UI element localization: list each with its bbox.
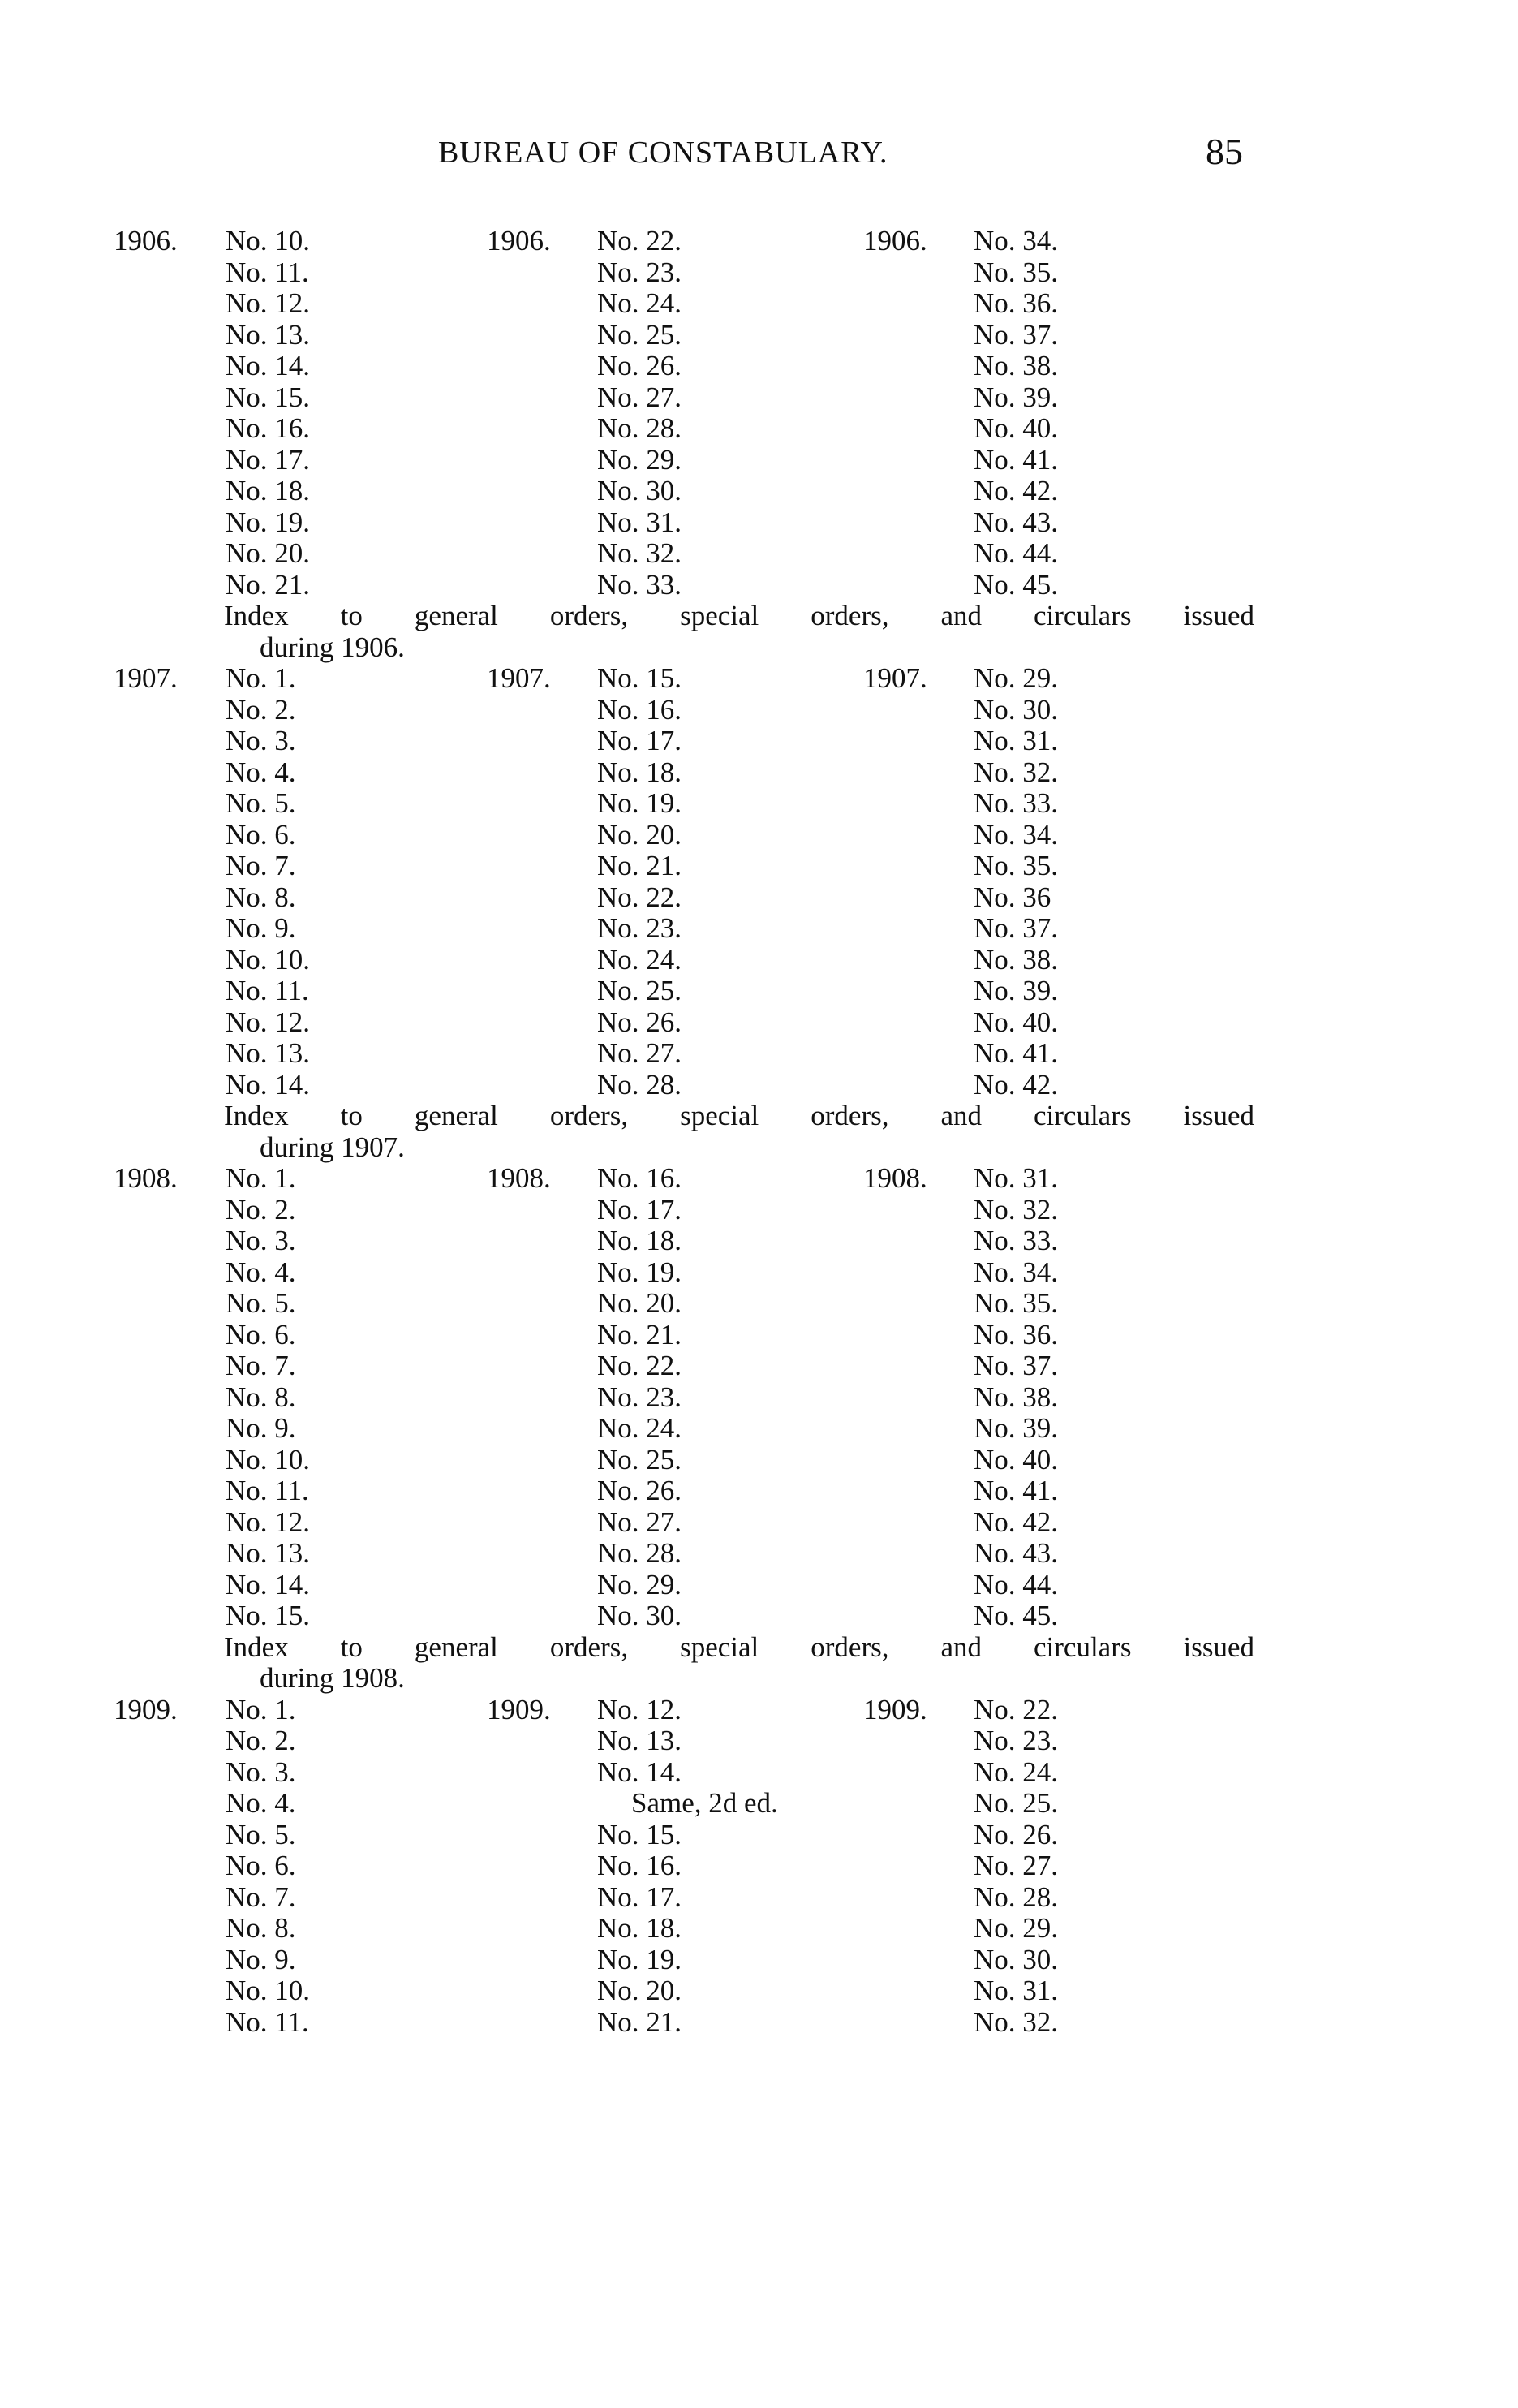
order-number-item: No. 31.	[974, 725, 1059, 756]
order-number-item: No. 43.	[974, 1537, 1059, 1569]
order-number-item: No. 15.	[597, 1818, 682, 1850]
order-number-item: No. 15.	[226, 1600, 311, 1631]
order-number-item: No. 20.	[597, 1975, 682, 2006]
order-number-item: No. 41.	[974, 1475, 1059, 1506]
order-number-item: No. 14.	[226, 1068, 311, 1101]
order-number-item: No. 28.	[597, 412, 682, 444]
order-number-item: No. 18.	[597, 1912, 682, 1944]
year-label: 1909.	[863, 1693, 927, 1725]
order-number-item: No. 18.	[597, 1225, 682, 1256]
order-number-column	[597, 1695, 778, 2039]
order-number-item: No. 11.	[226, 975, 309, 1006]
order-number-item: No. 13.	[226, 318, 311, 351]
order-number-item: No. 33.	[974, 1225, 1059, 1256]
order-number-item: No. 3.	[226, 1755, 296, 1788]
order-number-item: No. 19.	[597, 787, 682, 819]
order-number-item: No. 42.	[974, 1506, 1059, 1538]
order-number-item: No. 22.	[597, 1350, 682, 1381]
order-number-item: No. 25.	[597, 318, 682, 351]
order-number-item: No. 16.	[597, 1850, 682, 1881]
order-number-item: No. 36	[974, 881, 1051, 913]
order-number-column	[226, 1695, 310, 2039]
order-number-item: No. 28.	[597, 1068, 682, 1101]
order-number-item: No. 19.	[226, 506, 311, 538]
order-number-item: No. 17.	[226, 443, 311, 476]
order-number-item: No. 36.	[974, 287, 1059, 319]
order-number-item: No. 40.	[974, 1006, 1059, 1038]
order-number-item: No. 23.	[597, 1381, 682, 1413]
order-number-column	[226, 226, 310, 601]
order-number-item: No. 6.	[226, 1850, 296, 1881]
order-number-item: No. 24.	[597, 943, 682, 976]
order-number-item: No. 38.	[974, 943, 1059, 976]
order-number-item: No. 41.	[974, 443, 1059, 476]
order-number-item: No. 27.	[974, 1850, 1059, 1881]
year-label: 1909.	[114, 1693, 178, 1725]
order-number-item: No. 22.	[597, 881, 682, 913]
order-number-item: No. 30.	[597, 475, 682, 506]
index-note-continuation: during 1908.	[260, 1662, 405, 1694]
order-number-item: No. 43.	[974, 506, 1059, 538]
order-number-item: No. 14.	[226, 350, 311, 381]
order-number-item: No. 4.	[226, 1787, 296, 1819]
order-number-item: No. 9.	[226, 912, 296, 944]
order-number-item: No. 16.	[597, 1162, 682, 1194]
order-number-item: No. 14.	[597, 1755, 682, 1788]
order-number-item: No. 30.	[597, 1600, 682, 1631]
order-number-item: No. 3.	[226, 725, 296, 756]
order-number-item: No. 42.	[974, 475, 1059, 506]
order-number-item: No. 5.	[226, 1287, 296, 1319]
order-number-item: No. 20.	[226, 537, 311, 569]
order-number-item: No. 5.	[226, 787, 296, 819]
year-label: 1907.	[863, 662, 927, 694]
order-number-item: No. 32.	[974, 2005, 1059, 2038]
index-note-line: Index to general orders, special orders, and circulars issued	[224, 600, 1254, 631]
order-number-item: No. 31.	[597, 506, 682, 538]
order-number-item: No. 4.	[226, 756, 296, 788]
order-number-item: No. 40.	[974, 412, 1059, 444]
order-number-item: No. 10.	[226, 225, 311, 256]
order-number-item: No. 9.	[226, 1412, 296, 1444]
year-label: 1909.	[487, 1693, 551, 1725]
order-number-item: No. 6.	[226, 818, 296, 851]
order-number-item: No. 30.	[974, 1943, 1059, 1975]
order-number-item: No. 1.	[226, 1693, 296, 1725]
order-number-item: No. 8.	[226, 1912, 296, 1944]
order-number-item: No. 10.	[226, 943, 311, 976]
order-number-item: No. 37.	[974, 912, 1059, 944]
order-number-item: No. 8.	[226, 881, 296, 913]
order-number-item: No. 27.	[597, 381, 682, 413]
order-number-item: No. 5.	[226, 1818, 296, 1850]
order-number-item: No. 23.	[597, 912, 682, 944]
order-number-item: No. 26.	[597, 1006, 682, 1038]
order-number-item: No. 12.	[597, 1693, 682, 1725]
order-number-column	[597, 663, 682, 1101]
order-number-item: No. 38.	[974, 350, 1059, 381]
order-number-item: No. 32.	[597, 537, 682, 569]
order-number-item: No. 7.	[226, 1880, 296, 1913]
order-number-item: No. 39.	[974, 1412, 1059, 1444]
order-number-item: No. 21.	[597, 2005, 682, 2038]
order-number-item: No. 41.	[974, 1037, 1059, 1069]
index-note-line: Index to general orders, special orders, and circulars issued	[224, 1630, 1254, 1663]
order-number-item: No. 32.	[974, 1193, 1059, 1226]
order-number-column	[974, 1163, 1058, 1632]
order-number-item: No. 2.	[226, 693, 296, 726]
order-number-item: No. 7.	[226, 1350, 296, 1381]
order-number-item: Same, 2d ed.	[631, 1787, 778, 1819]
order-number-item: No. 24.	[974, 1755, 1059, 1788]
index-note-continuation: during 1906.	[260, 631, 405, 663]
order-number-item: No. 14.	[226, 1568, 311, 1600]
order-number-item: No. 29.	[974, 1912, 1059, 1944]
order-number-item: No. 39.	[974, 975, 1059, 1006]
order-number-item: No. 42.	[974, 1068, 1059, 1101]
order-number-item: No. 24.	[597, 287, 682, 319]
order-number-item: No. 15.	[226, 381, 311, 413]
order-number-column	[226, 663, 310, 1101]
order-number-item: No. 18.	[597, 756, 682, 788]
order-number-item: No. 2.	[226, 1193, 296, 1226]
year-label: 1908.	[487, 1162, 551, 1194]
order-number-item: No. 26.	[597, 350, 682, 381]
year-label: 1906.	[487, 225, 551, 256]
order-number-item: No. 27.	[597, 1037, 682, 1069]
order-number-item: No. 45.	[974, 1600, 1059, 1631]
order-number-item: No. 28.	[974, 1880, 1059, 1913]
year-label: 1906.	[114, 225, 178, 256]
order-number-item: No. 29.	[597, 1568, 682, 1600]
order-number-item: No. 11.	[226, 1475, 309, 1506]
order-number-item: No. 13.	[597, 1725, 682, 1756]
order-number-item: No. 19.	[597, 1943, 682, 1975]
order-number-item: No. 23.	[597, 256, 682, 288]
order-number-item: No. 17.	[597, 725, 682, 756]
order-number-item: No. 21.	[597, 850, 682, 881]
order-number-item: No. 32.	[974, 756, 1059, 788]
order-number-item: No. 29.	[597, 443, 682, 476]
order-number-item: No. 18.	[226, 475, 311, 506]
order-number-item: No. 37.	[974, 318, 1059, 351]
order-number-item: No. 38.	[974, 1381, 1059, 1413]
order-number-item: No. 36.	[974, 1318, 1059, 1350]
order-number-column	[226, 1163, 310, 1632]
order-number-item: No. 35.	[974, 1287, 1059, 1319]
order-number-column	[974, 1695, 1058, 2039]
order-number-item: No. 2.	[226, 1725, 296, 1756]
index-note-line: Index to general orders, special orders, and circulars issued	[224, 1100, 1254, 1131]
year-label: 1906.	[863, 225, 927, 256]
order-number-item: No. 40.	[974, 1443, 1059, 1475]
order-number-item: No. 17.	[597, 1193, 682, 1226]
index-note-continuation: during 1907.	[260, 1131, 405, 1163]
order-number-item: No. 21.	[226, 568, 311, 601]
order-number-item: No. 35.	[974, 256, 1059, 288]
page-number: 85	[1206, 131, 1243, 172]
order-number-item: No. 34.	[974, 1256, 1059, 1288]
order-number-item: No. 17.	[597, 1880, 682, 1913]
order-number-item: No. 19.	[597, 1256, 682, 1288]
order-number-item: No. 4.	[226, 1256, 296, 1288]
order-number-item: No. 11.	[226, 2005, 309, 2038]
order-number-item: No. 22.	[597, 225, 682, 256]
order-number-item: No. 13.	[226, 1037, 311, 1069]
year-label: 1908.	[863, 1162, 927, 1194]
order-number-item: No. 16.	[597, 693, 682, 726]
year-label: 1907.	[487, 662, 551, 694]
order-number-item: No. 39.	[974, 381, 1059, 413]
order-number-item: No. 28.	[597, 1537, 682, 1569]
order-number-item: No. 33.	[597, 568, 682, 601]
year-label: 1907.	[114, 662, 178, 694]
order-number-item: No. 31.	[974, 1975, 1059, 2006]
order-number-item: No. 15.	[597, 662, 682, 694]
order-number-item: No. 25.	[597, 1443, 682, 1475]
order-number-item: No. 31.	[974, 1162, 1059, 1194]
order-number-item: No. 34.	[974, 818, 1059, 851]
order-number-item: No. 33.	[974, 787, 1059, 819]
order-number-item: No. 11.	[226, 256, 309, 288]
order-number-item: No. 3.	[226, 1225, 296, 1256]
order-number-item: No. 24.	[597, 1412, 682, 1444]
order-number-item: No. 1.	[226, 1162, 296, 1194]
year-label: 1908.	[114, 1162, 178, 1194]
order-number-item: No. 37.	[974, 1350, 1059, 1381]
order-number-item: No. 12.	[226, 1006, 311, 1038]
order-number-column	[974, 663, 1058, 1101]
order-number-item: No. 22.	[974, 1693, 1059, 1725]
order-number-item: No. 16.	[226, 412, 311, 444]
order-number-item: No. 45.	[974, 568, 1059, 601]
order-number-item: No. 44.	[974, 1568, 1059, 1600]
order-number-item: No. 44.	[974, 537, 1059, 569]
order-number-item: No. 8.	[226, 1381, 296, 1413]
order-number-item: No. 12.	[226, 287, 311, 319]
order-number-item: No. 20.	[597, 1287, 682, 1319]
order-number-item: No. 26.	[597, 1475, 682, 1506]
order-number-item: No. 12.	[226, 1506, 311, 1538]
order-number-column	[974, 226, 1058, 601]
order-number-item: No. 25.	[974, 1787, 1059, 1819]
running-head-title: BUREAU OF CONSTABULARY.	[438, 136, 888, 170]
order-number-item: No. 9.	[226, 1943, 296, 1975]
order-number-item: No. 7.	[226, 850, 296, 881]
order-number-item: No. 35.	[974, 850, 1059, 881]
order-number-item: No. 27.	[597, 1506, 682, 1538]
order-number-column	[597, 226, 682, 601]
order-number-item: No. 23.	[974, 1725, 1059, 1756]
order-number-item: No. 6.	[226, 1318, 296, 1350]
order-number-item: No. 25.	[597, 975, 682, 1006]
order-number-item: No. 10.	[226, 1443, 311, 1475]
order-number-column	[597, 1163, 682, 1632]
order-number-item: No. 26.	[974, 1818, 1059, 1850]
order-number-item: No. 29.	[974, 662, 1059, 694]
order-number-item: No. 21.	[597, 1318, 682, 1350]
order-number-item: No. 1.	[226, 662, 296, 694]
order-number-item: No. 30.	[974, 693, 1059, 726]
order-number-item: No. 34.	[974, 225, 1059, 256]
order-number-item: No. 20.	[597, 818, 682, 851]
order-number-item: No. 10.	[226, 1975, 311, 2006]
order-number-item: No. 13.	[226, 1537, 311, 1569]
